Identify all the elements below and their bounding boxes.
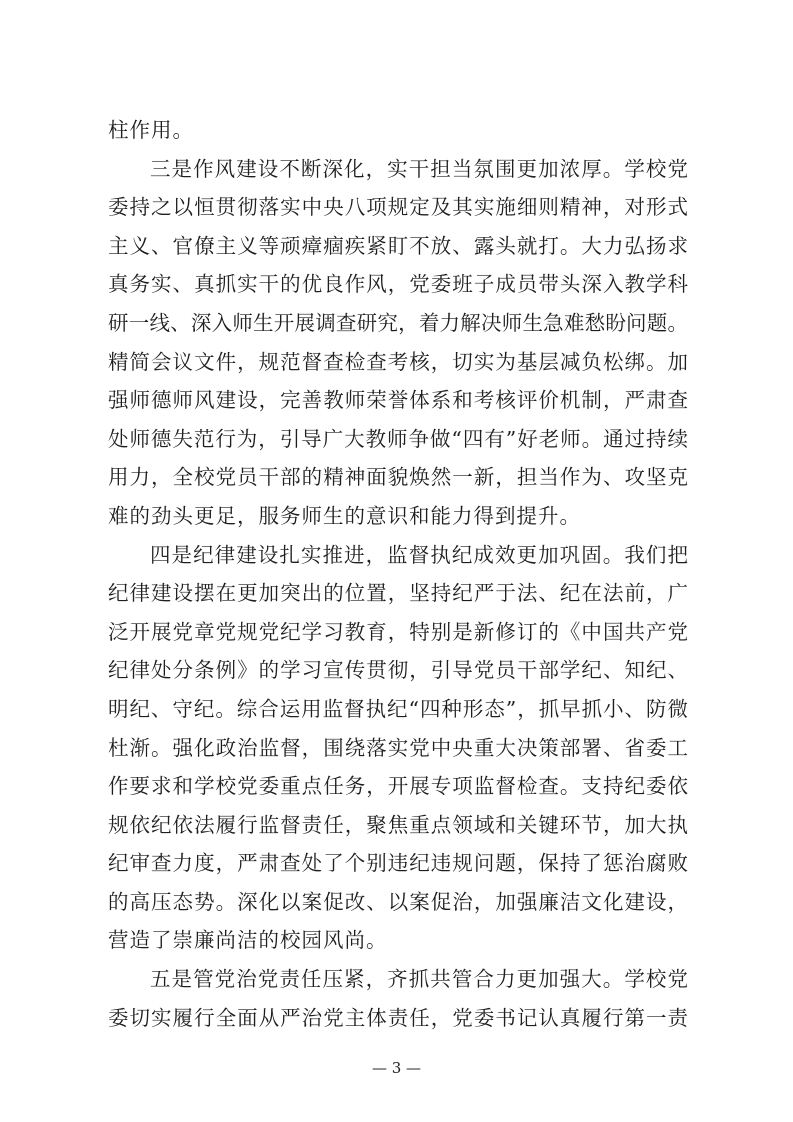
text-line: 用力，全校党员干部的精神面貌焕然一新，担当作为、攻坚克	[108, 465, 690, 490]
text-line: 柱作用。	[108, 118, 194, 142]
text-line: 杜渐。强化政治监督，围绕落实党中央重大决策部署、省委工	[108, 735, 690, 760]
paragraph-first-line: 四是纪律建设扎实推进，监督执纪成效更加巩固。我们把	[150, 542, 690, 567]
text-line: 委持之以恒贯彻落实中央八项规定及其实施细则精神，对形式	[108, 195, 690, 220]
text-line: 精简会议文件，规范督查检查考核，切实为基层减负松绑。加	[108, 349, 690, 374]
paragraph-first-line: 三是作风建设不断深化，实干担当氛围更加浓厚。学校党	[150, 156, 690, 181]
text-line: 真务实、真抓实干的优良作风，党委班子成员带头深入教学科	[108, 272, 690, 297]
text-line: 明纪、守纪。综合运用监督执纪“四种形态”，抓早抓小、防微	[108, 696, 689, 721]
text-line: 作要求和学校党委重点任务，开展专项监督检查。支持纪委依	[108, 774, 690, 799]
page-number: — 3 —	[371, 1059, 422, 1077]
text-line: 纪审查力度，严肃查处了个别违纪违规问题，保持了惩治腐败	[108, 851, 690, 876]
text-line: 处师德失范行为，引导广大教师争做“四有”好老师。通过持续	[108, 426, 689, 451]
text-line: 的高压态势。深化以案促改、以案促治，加强廉洁文化建设，	[108, 889, 690, 914]
text-line: 营造了崇廉尚洁的校园风尚。	[108, 928, 388, 953]
text-line: 主义、官僚主义等顽瘴痼疾紧盯不放、露头就打。大力弘扬求	[108, 233, 690, 258]
text-line: 强师德师风建设，完善教师荣誉体系和考核评价机制，严肃查	[108, 388, 690, 413]
text-line: 纪律处分条例》的学习宣传贯彻，引导党员干部学纪、知纪、	[108, 658, 690, 683]
text-line: 委切实履行全面从严治党主体责任，党委书记认真履行第一责	[108, 1005, 690, 1030]
body-text	[108, 111, 688, 1037]
text-line: 研一线、深入师生开展调查研究，着力解决师生急难愁盼问题。	[108, 310, 689, 335]
text-line: 难的劲头更足，服务师生的意识和能力得到提升。	[108, 503, 581, 528]
text-line: 纪律建设摆在更加突出的位置，坚持纪严于法、纪在法前，广	[108, 581, 690, 606]
paragraph-first-line: 五是管党治党责任压紧，齐抓共管合力更加强大。学校党	[150, 967, 690, 992]
text-line: 泛开展党章党规党纪学习教育，特别是新修订的《中国共产党	[108, 619, 690, 644]
text-line: 规依纪依法履行监督责任，聚焦重点领域和关键环节，加大执	[108, 812, 690, 837]
